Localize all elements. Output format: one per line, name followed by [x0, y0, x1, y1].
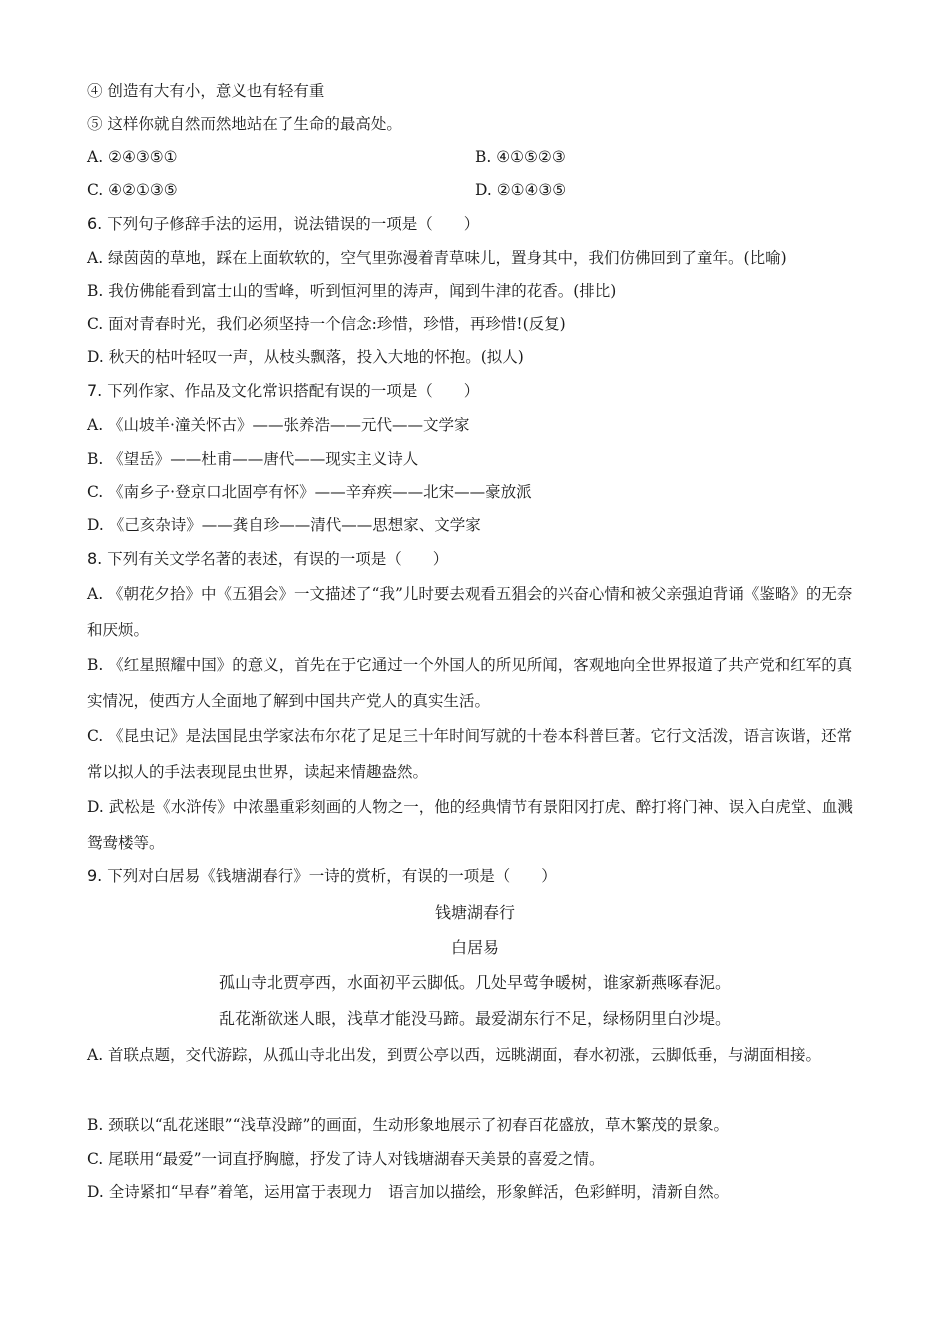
question-6: [87, 213, 867, 235]
q6-option-b: B. 我仿佛能看到富士山的雪峰，听到恒河里的涛声，闻到牛津的花香。(排比): [87, 282, 617, 300]
sentence-item-5: ⑤ 这样你就自然而然地站在了生命的最高处。: [87, 115, 402, 133]
q7-option-a: A. 《山坡羊·潼关怀古》——张养浩——元代——文学家: [87, 416, 470, 434]
poem-line-2: 乱花渐欲迷人眼，浅草才能没马蹄。最爱湖东行不足，绿杨阴里白沙堤。: [218, 1009, 731, 1028]
question-9: [87, 865, 867, 887]
question-number: 7.: [87, 381, 103, 400]
q5-option-d: D. ②①④③⑤: [475, 181, 567, 199]
q9-option-a: A. 首联点题，交代游踪，从孤山寺北出发，到贾公亭以西，远眺湖面，春水初涨，云脚低垂，与湖面相接。: [87, 1046, 822, 1064]
question-stem: 下列作家、作品及文化常识搭配有误的一项是（ ）: [107, 382, 480, 400]
sentence-item-4: ④ 创造有大有小，意义也有轻有重: [87, 82, 325, 100]
q6-option-a: A. 绿茵茵的草地，踩在上面软软的，空气里弥漫着青草味儿，置身其中，我们仿佛回到了童年。(比喻): [87, 249, 787, 267]
question-number: 8.: [87, 549, 103, 568]
q9-option-d: D. 全诗紧扣“早春”着笔，运用富于表现力 语言加以描绘，形象鲜活，色彩鲜明，清新自然。: [87, 1183, 730, 1201]
q5-option-c: C. ④②①③⑤: [87, 181, 178, 199]
poem-author: 白居易: [450, 938, 499, 957]
question-8: [87, 548, 867, 570]
q6-option-d: D. 秋天的枯叶轻叹一声，从枝头飘落，投入大地的怀抱。(拟人): [87, 348, 524, 366]
q5-option-a: A. ②④③⑤①: [87, 148, 178, 166]
question-stem: 下列句子修辞手法的运用，说法错误的一项是（ ）: [107, 215, 480, 233]
q7-option-d: D. 《己亥杂诗》——龚自珍——清代——思想家、文学家: [87, 516, 481, 534]
question-number: 6.: [87, 214, 103, 233]
question-stem: 下列有关文学名著的表述，有误的一项是（ ）: [107, 550, 449, 568]
poem-title: 钱塘湖春行: [434, 903, 515, 922]
q6-option-c: C. 面对青春时光，我们必须坚持一个信念:珍惜，珍惜，再珍惜!(反复): [87, 315, 566, 333]
poem-line-1: 孤山寺北贾亭西，水面初平云脚低。几处早莺争暖树，谁家新燕啄春泥。: [218, 973, 731, 992]
q8-option-c: C. 《昆虫记》是法国昆虫学家法布尔花了足足三十年时间写就的十卷本科普巨著。它行文活泼，语言诙谐，还常常以拟人的手法表现昆虫世界，读起来情趣盎然。: [87, 727, 853, 781]
q9-option-c: C. 尾联用“最爱”一词直抒胸臆，抒发了诗人对钱塘湖春天美景的喜爱之情。: [87, 1150, 605, 1168]
q5-option-b: B. ④①⑤②③: [475, 148, 566, 166]
question-stem: 下列对白居易《钱塘湖春行》一诗的赏析，有误的一项是（ ）: [107, 867, 557, 885]
q9-option-b: B. 颈联以“乱花迷眼”“浅草没蹄”的画面，生动形象地展示了初春百花盛放，草木繁茂的景象。: [87, 1116, 729, 1134]
q7-option-c: C. 《南乡子·登京口北固亭有怀》——辛弃疾——北宋——豪放派: [87, 483, 532, 501]
q8-option-b: B. 《红星照耀中国》的意义，首先在于它通过一个外国人的所见所闻，客观地向全世界报道了共产党和红军的真实情况，使西方人全面地了解到中国共产党人的真实生活。: [87, 656, 853, 710]
question-number: 9.: [87, 866, 103, 885]
q8-option-d: D. 武松是《水浒传》中浓墨重彩刻画的人物之一，他的经典情节有景阳冈打虎、醉打将门神、误入白虎堂、血溅鸳鸯楼等。: [87, 798, 853, 852]
question-7: [87, 380, 867, 402]
q8-option-a: A. 《朝花夕拾》中《五猖会》一文描述了“我”儿时要去观看五猖会的兴奋心情和被父亲强迫背诵《鉴略》的无奈和厌烦。: [87, 585, 853, 639]
q7-option-b: B. 《望岳》——杜甫——唐代——现实主义诗人: [87, 450, 419, 468]
